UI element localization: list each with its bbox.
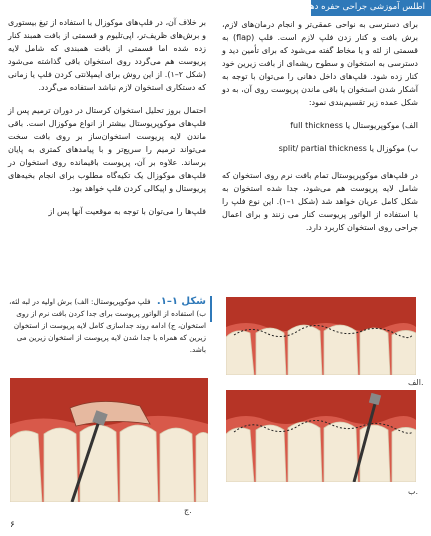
left-paragraph-1: بر خلاف آن، در فلپ‌های موکوزال با استفاده از تیغ بیستوری و برش‌های ظریف‌تر، اپی‌تلیوم و قسمتی از بافت همبند کنار زده شده اما قسمتی از بافت همبندی که شامل لایه پریوست هم می‌گردد روی استخوان باقی گذاشته می‌شود (شکل ۲–۱). از این روش برای ایمپلانتی کردن فلپ یا زمانی که دستکاری استخوان لازم نباشد استفاده می‌گردد. (8, 18, 206, 92)
right-text-column (222, 18, 418, 244)
figure-caption (8, 296, 206, 356)
flap-type-a: الف) موکوپریوستال یا full thickness (290, 121, 418, 130)
running-header (301, 0, 431, 16)
figure-image-c (10, 378, 208, 502)
figure-label-a: الف. (408, 378, 424, 387)
caption-accent-bar (210, 296, 212, 322)
figure-label-c: ج. (184, 506, 192, 515)
figure-image-b (226, 390, 416, 482)
page-number: ۶ (10, 520, 15, 530)
flap-type-b: ب) موکوزال یا split/ partial thickness (278, 144, 418, 153)
running-header-title: اطلس آموزشی جراحی حفره دهان (301, 2, 425, 12)
right-paragraph-1: برای دسترسی به نواحی عمقی‌تر و انجام درمان‌های لازم، برش بافت و کنار زدن فلپ لازم است. فلپ (flap) به قسمتی از لثه و یا مخاط گفته می‌شود که برای تأمین دید و دسترسی به استخوان و سطوح ریشه‌ای از بافت زیرین خود کنار زده شود. فلپ‌های داخل دهانی را می‌توان با توجه به آشکار شدن استخوان یا باقی ماندن پریوست روی آن، به دو شکل عمده زیر تقسیم‌بندی نمود: (222, 20, 418, 107)
figure-caption-text: فلپ موکوپریوستال: الف) برش اولیه در لبه لثه، ب) استفاده از الواتور پریوست برای جدا کردن بافت نرم از روی استخوان، ج) ادامه روند جداسازی کامل لایه پریوست از استخوان زیرین که همراه با جدا شدن لایه پریوست از استخوان زیرین می باشد. (9, 297, 206, 354)
left-paragraph-3: فلپ‌ها را می‌توان با توجه به موقعیت آنها پس از (48, 207, 206, 216)
figure-label: شکل ۱–۱. (156, 296, 206, 307)
right-paragraph-2: در فلپ‌های موکوپریوستال تمام بافت نرم روی استخوان که شامل لایه پریوست هم می‌شود، جدا شده استخوان به شکل کامل عریان خواهد شد (شکل ۱–۱). این نوع فلپ را با استفاده از الواتور پریوست کنار می زنند و برای اعمال جراحی روی استخوان کاربرد دارد. (222, 171, 418, 232)
left-text-column (8, 16, 206, 228)
figure-image-a (226, 297, 416, 375)
left-paragraph-2: احتمال بروز تحلیل استخوان کرستال در دوران ترمیم پس از فلپ‌های موکوپریوستال بیشتر از انواع موکوزال است. باقی ماندن لایه پریوست استخوان‌ساز بر روی بافت سخت می‌تواند ترمیم را سریع‌تر و با پیامدهای کمتری به پایان برساند. علاوه بر آن، پریوست باقیمانده روی استخوان در فلپ‌های موکوزال یک تکیه‌گاه مطلوب برای انجام بخیه‌های پریوستال و اپیکالی کردن فلپ خواهد بود. (8, 106, 206, 193)
figure-label-b: ب. (408, 487, 419, 496)
